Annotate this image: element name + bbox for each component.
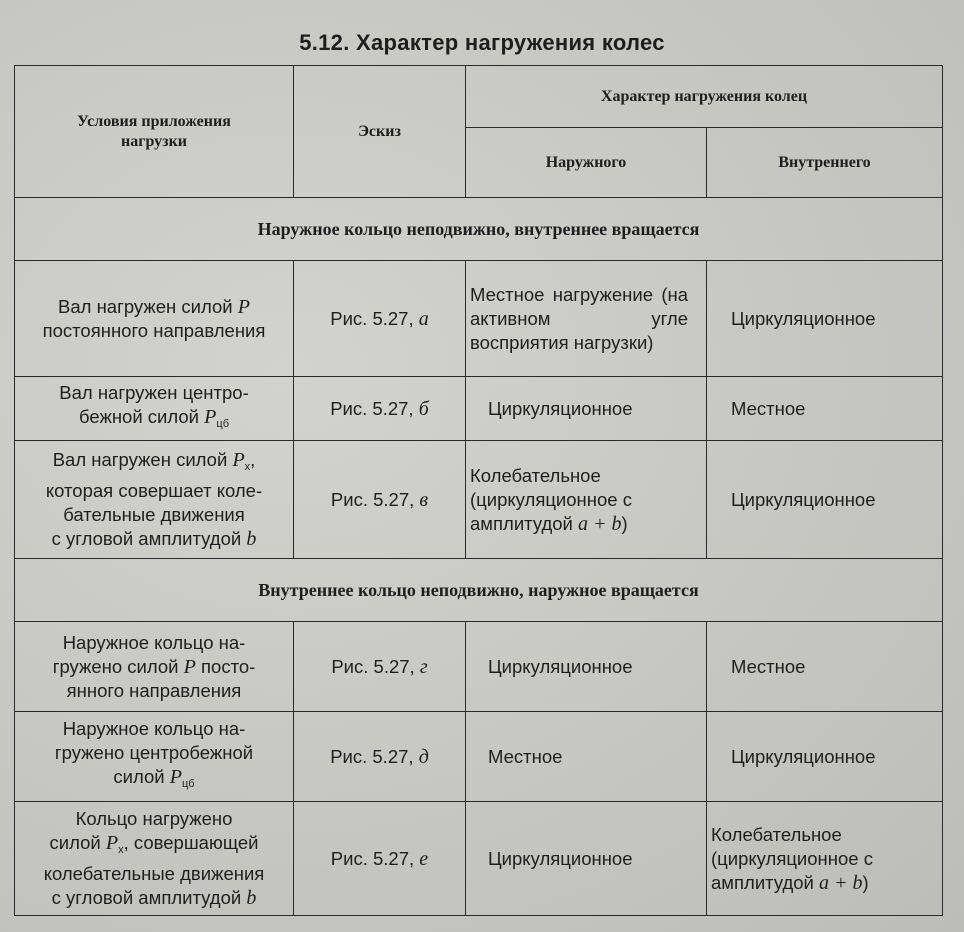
section-row (15, 198, 943, 261)
header-inner: Внутреннего (707, 128, 943, 198)
table-row (15, 622, 943, 712)
sketch-cell: Рис. 5.27, б (294, 377, 466, 441)
outer-cell: Местное нагружение (на активном угле восприятия нагрузки) (466, 261, 707, 377)
condition-cell: Кольцо нагружено силой $P_x$, совершающей колебательные движения с угловой амплитудой b (15, 802, 294, 916)
outer-cell: Колебательное (циркуляционное с амплитудой a + b) (466, 441, 707, 559)
sketch-cell: Рис. 5.27, а (294, 261, 466, 377)
outer-cell: Циркуляционное (466, 802, 707, 916)
header-sketch: Эскиз (294, 66, 466, 198)
condition-cell: Вал нагружен силой P постоянного направления (15, 261, 294, 377)
condition-cell: Наружное кольцо на- гружено центробежной силой $P_{цб}$ (15, 712, 294, 802)
outer-cell: Циркуляционное (466, 377, 707, 441)
table-row (15, 802, 943, 916)
table-row (15, 712, 943, 802)
table-row (15, 441, 943, 559)
sketch-cell: Рис. 5.27, в (294, 441, 466, 559)
inner-cell: Колебательное (циркуляционное с амплитудой a + b) (707, 802, 943, 916)
outer-cell: Местное (466, 712, 707, 802)
header-outer: Наружного (466, 128, 707, 198)
header-loading-character: Характер нагружения колец (466, 66, 943, 128)
loading-table (14, 65, 943, 916)
sketch-cell: Рис. 5.27, е (294, 802, 466, 916)
condition-cell: Вал нагружен центро- бежной силой $P_{цб}$ (15, 377, 294, 441)
section-title: Наружное кольцо неподвижно, внутреннее вращается (15, 198, 943, 261)
inner-cell: Циркуляционное (707, 712, 943, 802)
header-conditions: Условия приложения нагрузки (15, 66, 294, 198)
table-title: 5.12. Характер нагружения колес (299, 30, 665, 55)
sketch-cell: Рис. 5.27, г (294, 622, 466, 712)
table-row (15, 261, 943, 377)
outer-cell: Циркуляционное (466, 622, 707, 712)
table-row (15, 377, 943, 441)
condition-cell: Наружное кольцо на- гружено силой P посто- янного направления (15, 622, 294, 712)
section-row (15, 559, 943, 622)
inner-cell: Местное (707, 377, 943, 441)
inner-cell: Циркуляционное (707, 261, 943, 377)
section-title: Внутреннее кольцо неподвижно, наружное вращается (15, 559, 943, 622)
header-row-top (15, 66, 943, 128)
inner-cell: Циркуляционное (707, 441, 943, 559)
sketch-cell: Рис. 5.27, д (294, 712, 466, 802)
inner-cell: Местное (707, 622, 943, 712)
condition-cell: Вал нагружен силой $P_x$, которая совершает коле- бательные движения с угловой амплитудой b (15, 441, 294, 559)
